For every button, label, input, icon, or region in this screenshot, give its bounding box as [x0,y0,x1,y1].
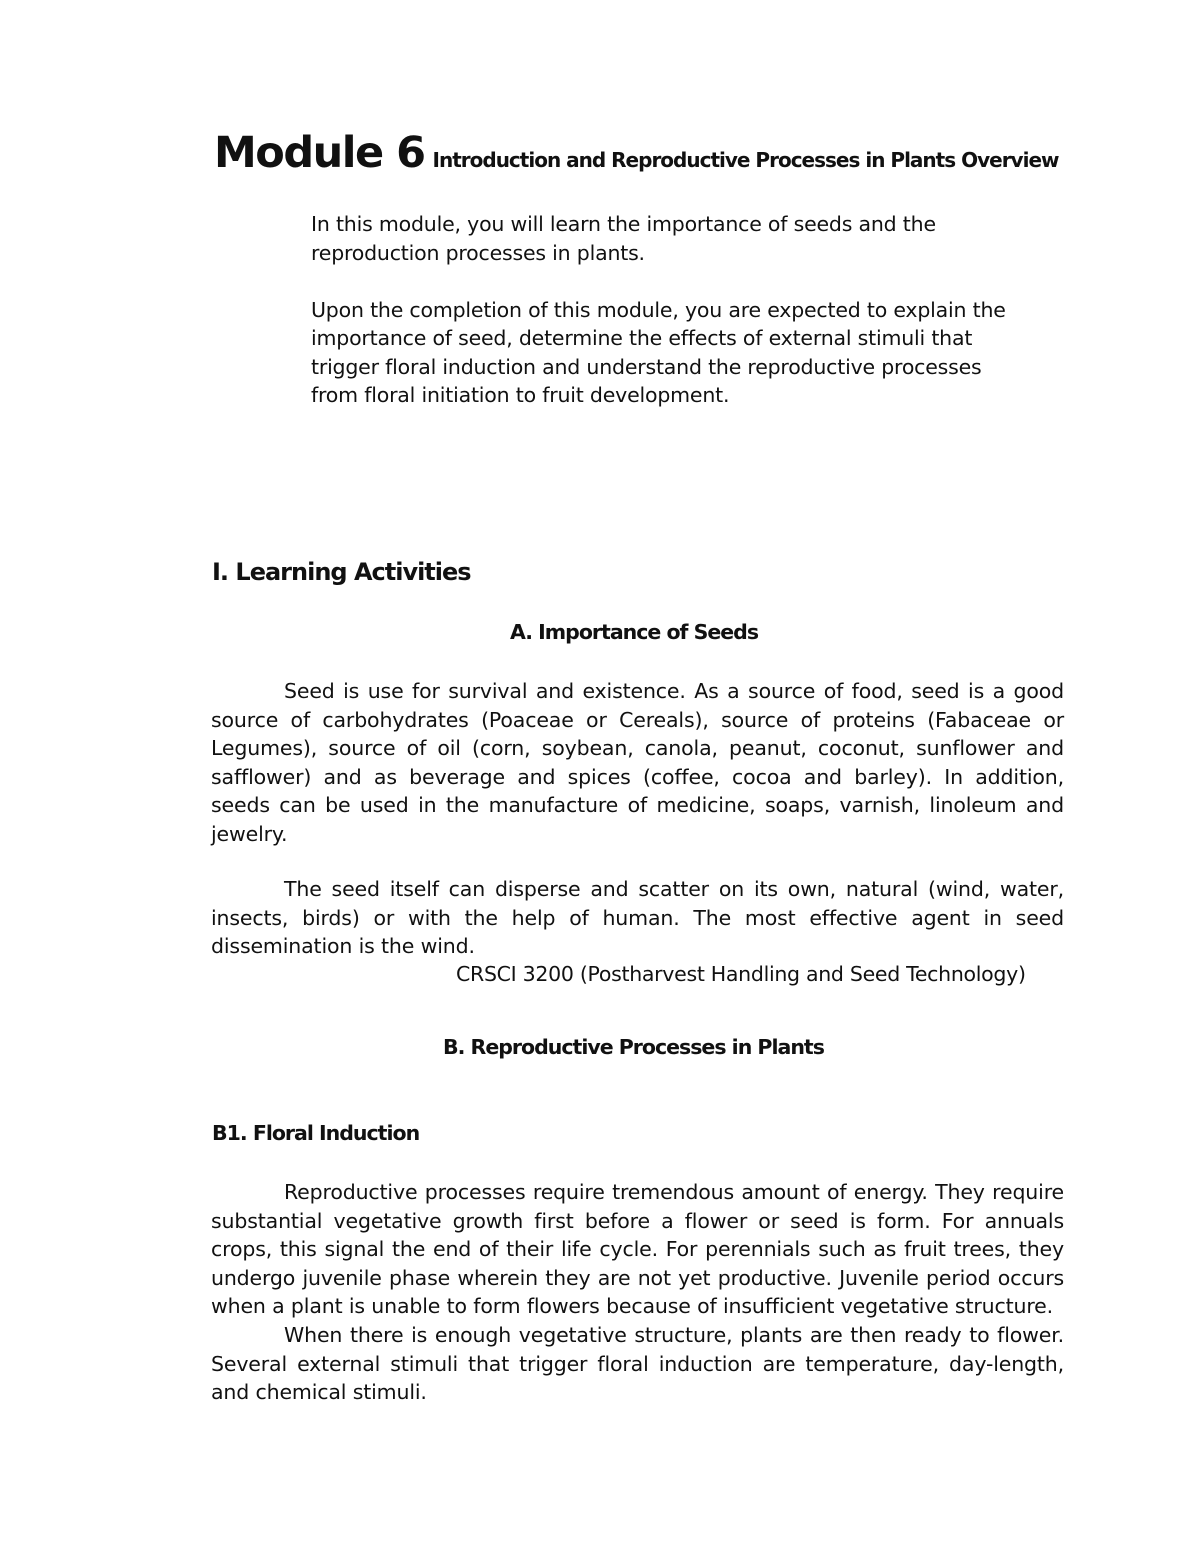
section-a-paragraph-1-block [211,677,1064,849]
section-a-paragraph-1: Seed is use for survival and existence. As a source of food, seed is a good source of carbohydrates (Poaceae or Cereals), source of proteins (Fabaceae or Legumes), source of oil (corn, soybean, canola, peanut, coconut, sunflower and safflower) and as beverage and spices (coffee, cocoa and barley). In addition, seeds can be used in the manufacture of medicine, soaps, varnish, linoleum and jewelry. [211,679,1064,846]
overview-paragraph-objectives: Upon the completion of this module, you are expected to explain the importance of seed, determine the effects of external stimuli that trigger floral induction and understand the reproductive processes from floral initiation to fruit development. [311,297,1006,407]
overview-paragraph-intro: In this module, you will learn the importance of seeds and the reproduction processes in plants. [311,212,936,265]
module-title: Module 6 [214,128,425,178]
subsection-b1-heading: B1. Floral Induction [212,1121,420,1145]
section-a-paragraph-2: The seed itself can disperse and scatter on its own, natural (wind, water, insects, birds) or with the help of human. The most effective agent in seed dissemination is the wind. [211,877,1064,959]
section-a-heading: A. Importance of Seeds [510,620,759,644]
course-label: CRSCI 3200 (Postharvest Handling and Seed Technology) [456,962,1026,986]
subsection-b1-paragraph-1: Reproductive processes require tremendous amount of energy. They require substantial vegetative growth first before a flower or seed is form. For annuals crops, this signal the end of their life cycle. For perennials such as fruit trees, they undergo juvenile phase wherein they are not yet productive. Juvenile period occurs when a plant is unable to form flowers because of insufficient vegetative structure. [211,1180,1064,1319]
module-subtitle: Introduction and Reproductive Processes in Plants Overview [432,148,1059,172]
section-a-paragraph-2-block [211,875,1064,961]
module-title-row [214,128,1059,178]
learning-activities-heading: I. Learning Activities [212,558,471,586]
subsection-b1-paragraph-2: When there is enough vegetative structure, plants are then ready to flower. Several external stimuli that trigger floral induction are temperature, day-length, and chemical stimuli. [211,1322,1064,1405]
subsection-b1-body [211,1178,1064,1407]
overview-section [311,210,1011,410]
section-b-heading: B. Reproductive Processes in Plants [443,1035,824,1059]
